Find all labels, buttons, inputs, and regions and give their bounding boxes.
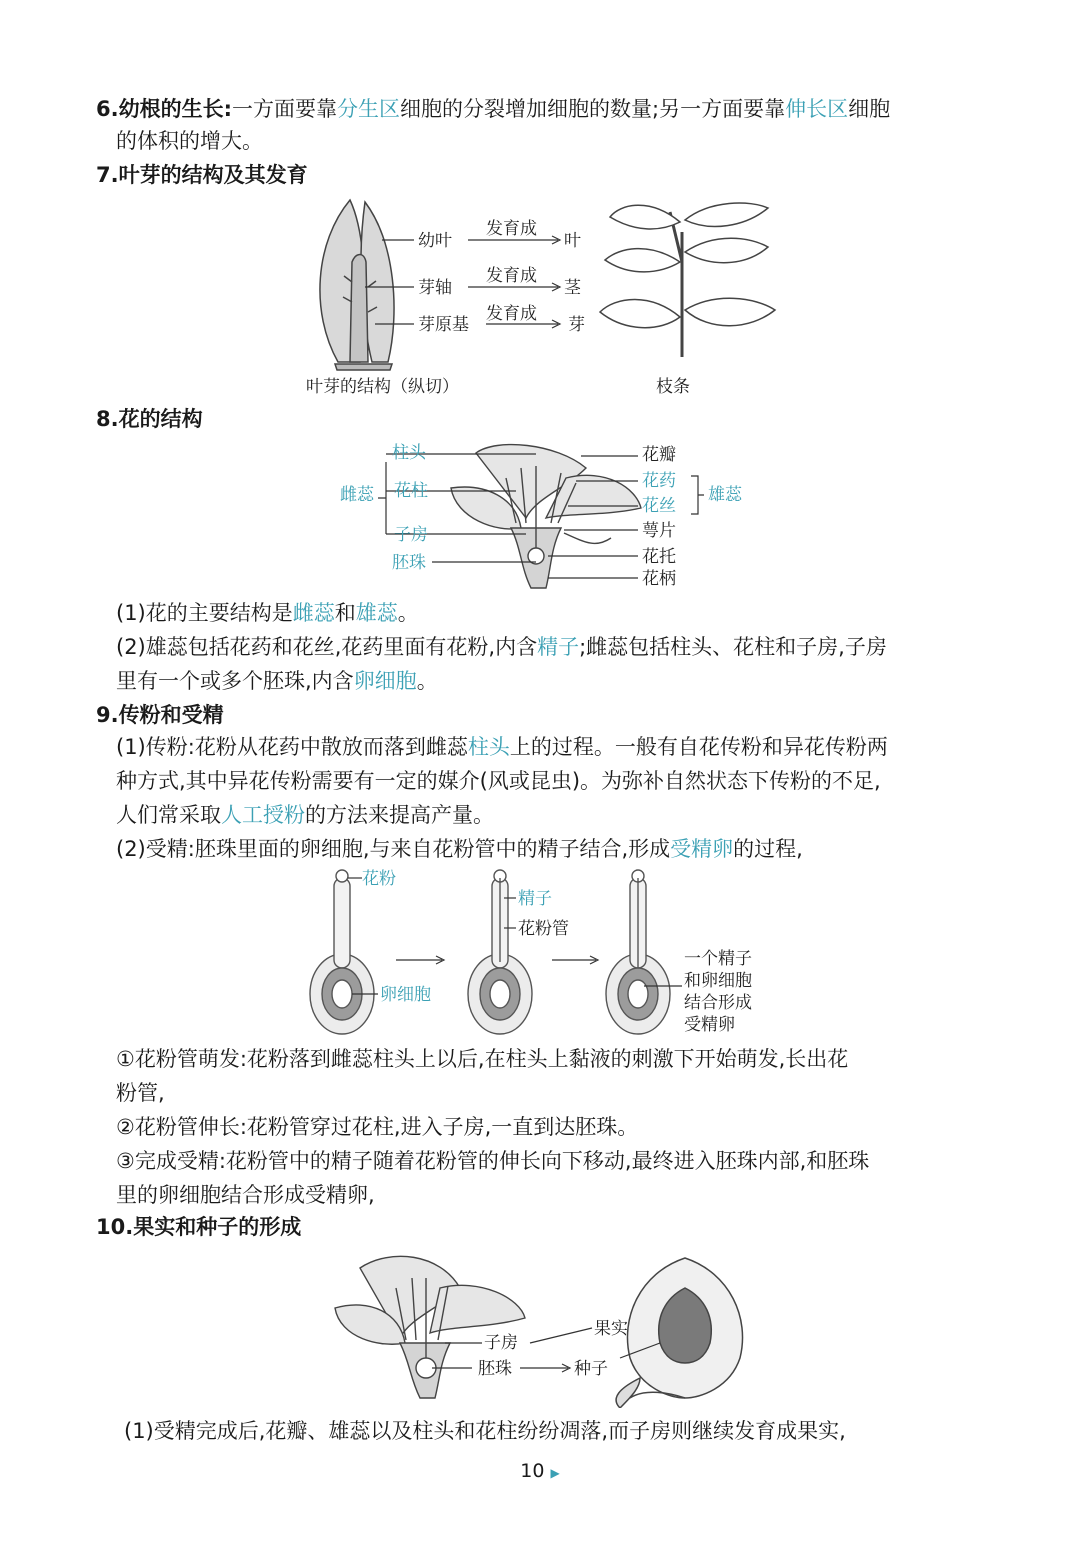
label-fruit: 果实 <box>594 1319 628 1339</box>
arrow-label-develops: 发育成 <box>486 219 537 239</box>
s7-title: 7.叶芽的结构及其发育 <box>96 163 308 187</box>
text: (1)花的主要结构是 <box>116 601 293 625</box>
s6-line1 <box>96 94 890 124</box>
text: 和 <box>334 601 356 625</box>
arrow-label-develops: 发育成 <box>486 266 537 286</box>
keyword: 雌蕊 <box>292 601 335 625</box>
label-ovule: 胚珠 <box>478 1359 512 1379</box>
s6-text: 细胞 <box>848 97 891 121</box>
label-egg-cell: 卵细胞 <box>380 985 431 1005</box>
label-bud-axis: 芽轴 <box>418 278 452 298</box>
keyword: 柱头 <box>467 735 510 759</box>
text: (2)雄蕊包括花药和花丝,花药里面有花粉,内含 <box>116 635 538 659</box>
s6-text: 一方面要靠 <box>232 97 337 121</box>
text: 的过程, <box>733 837 803 861</box>
fruit-seed-diagram <box>330 1248 750 1408</box>
label-young-leaf: 幼叶 <box>418 231 452 251</box>
branch-illustration <box>600 203 775 357</box>
s9-title: 9.传粉和受精 <box>96 703 224 727</box>
text: 。 <box>416 669 438 693</box>
label-result-line2: 和卵细胞 <box>684 971 752 991</box>
s6-line2: 的体积的增大。 <box>116 129 263 153</box>
page-number-text: 10 <box>520 1460 545 1482</box>
text: (1)传粉:花粉从花药中散放而落到雌蕊 <box>116 735 468 759</box>
label-anther: 花药 <box>642 471 676 491</box>
text: 里有一个或多个胚珠,内含 <box>116 669 354 693</box>
s8-p2-line1 <box>116 632 887 662</box>
label-pollen: 花粉 <box>362 869 396 889</box>
s8-p2-line2 <box>116 666 438 696</box>
text: (2)受精:胚珠里面的卵细胞,与来自花粉管中的精子结合,形成 <box>116 837 671 861</box>
keyword: 精子 <box>537 635 580 659</box>
s9-p1-line2: 种方式,其中异花传粉需要有一定的媒介(风或昆虫)。为弥补自然状态下传粉的不足, <box>116 769 881 793</box>
s9-step2: ②花粉管伸长:花粉管穿过花柱,进入子房,一直到达胚珠。 <box>116 1115 639 1139</box>
pistil-stage-3 <box>606 870 670 1034</box>
keyword: 雄蕊 <box>355 601 398 625</box>
label-sepal: 萼片 <box>642 521 676 541</box>
label-ovary: 子房 <box>394 525 428 545</box>
label-filament: 花丝 <box>642 496 676 516</box>
leaf-bud-section-illustration <box>320 200 394 370</box>
label-receptacle: 花托 <box>642 547 676 567</box>
s8-title: 8.花的结构 <box>96 407 203 431</box>
result-bud: 芽 <box>568 315 585 335</box>
s9-p1-line3 <box>116 800 494 830</box>
label-ovule: 胚珠 <box>392 553 426 573</box>
label-pedicel: 花柄 <box>642 569 676 589</box>
text: 人们常采取 <box>116 803 221 827</box>
s6-text: 细胞的分裂增加细胞的数量;另一方面要靠 <box>400 97 786 121</box>
flower-illustration <box>451 445 641 588</box>
label-pistil: 雌蕊 <box>340 485 374 505</box>
label-seed: 种子 <box>574 1359 608 1379</box>
label-bud-primordium: 芽原基 <box>418 315 469 335</box>
s6-title: 6.幼根的生长: <box>96 97 232 121</box>
result-stem: 茎 <box>564 278 581 298</box>
arrow-label-develops: 发育成 <box>486 304 537 324</box>
page-number <box>0 1460 1080 1482</box>
flower-structure-diagram <box>336 438 746 594</box>
s9-p1-line1 <box>116 732 888 762</box>
s9-step1-line1: ①花粉管萌发:花粉落到雌蕊柱头上以后,在柱头上黏液的刺激下开始萌发,长出花 <box>116 1047 849 1071</box>
label-result-line4: 受精卵 <box>684 1015 735 1035</box>
label-style: 花柱 <box>394 481 428 501</box>
s9-step3-line2: 里的卵细胞结合形成受精卵, <box>116 1183 375 1207</box>
leaf-bud-diagram <box>290 192 800 404</box>
text: 。 <box>397 601 419 625</box>
fruit-illustration <box>616 1258 742 1408</box>
label-stigma: 柱头 <box>392 443 426 463</box>
s9-step1-line2: 粉管, <box>116 1081 165 1105</box>
label-result-line1: 一个精子 <box>684 949 752 969</box>
pistil-stage-1 <box>310 870 374 1034</box>
s6-keyword-meristem: 分生区 <box>337 97 400 121</box>
keyword: 受精卵 <box>670 837 734 861</box>
label-petal: 花瓣 <box>642 445 676 465</box>
s9-p2 <box>116 834 803 864</box>
page-arrow-icon: ▶ <box>550 1466 560 1480</box>
s10-p1: (1)受精完成后,花瓣、雄蕊以及柱头和花柱纷纷凋落,而子房则继续发育成果实, <box>124 1419 846 1443</box>
s6-keyword-elongation: 伸长区 <box>785 97 849 121</box>
label-sperm: 精子 <box>518 889 552 909</box>
s10-title: 10.果实和种子的形成 <box>96 1215 302 1239</box>
s8-p1 <box>116 598 419 628</box>
fertilization-diagram <box>300 864 780 1040</box>
label-ovary: 子房 <box>484 1333 518 1353</box>
s9-step3-line1: ③完成受精:花粉管中的精子随着花粉管的伸长向下移动,最终进入胚珠内部,和胚珠 <box>116 1149 870 1173</box>
result-leaf: 叶 <box>564 231 581 251</box>
text: 上的过程。一般有自花传粉和异花传粉两 <box>509 735 888 759</box>
keyword: 人工授粉 <box>221 803 305 827</box>
text: 的方法来提高产量。 <box>305 803 494 827</box>
label-result-line3: 结合形成 <box>684 993 752 1013</box>
caption-leaf-bud: 叶芽的结构（纵切） <box>306 377 459 397</box>
text: ;雌蕊包括柱头、花柱和子房,子房 <box>579 635 887 659</box>
label-stamen: 雄蕊 <box>708 485 742 505</box>
keyword: 卵细胞 <box>353 669 417 693</box>
caption-branch: 枝条 <box>656 377 690 397</box>
label-pollen-tube: 花粉管 <box>518 919 569 939</box>
